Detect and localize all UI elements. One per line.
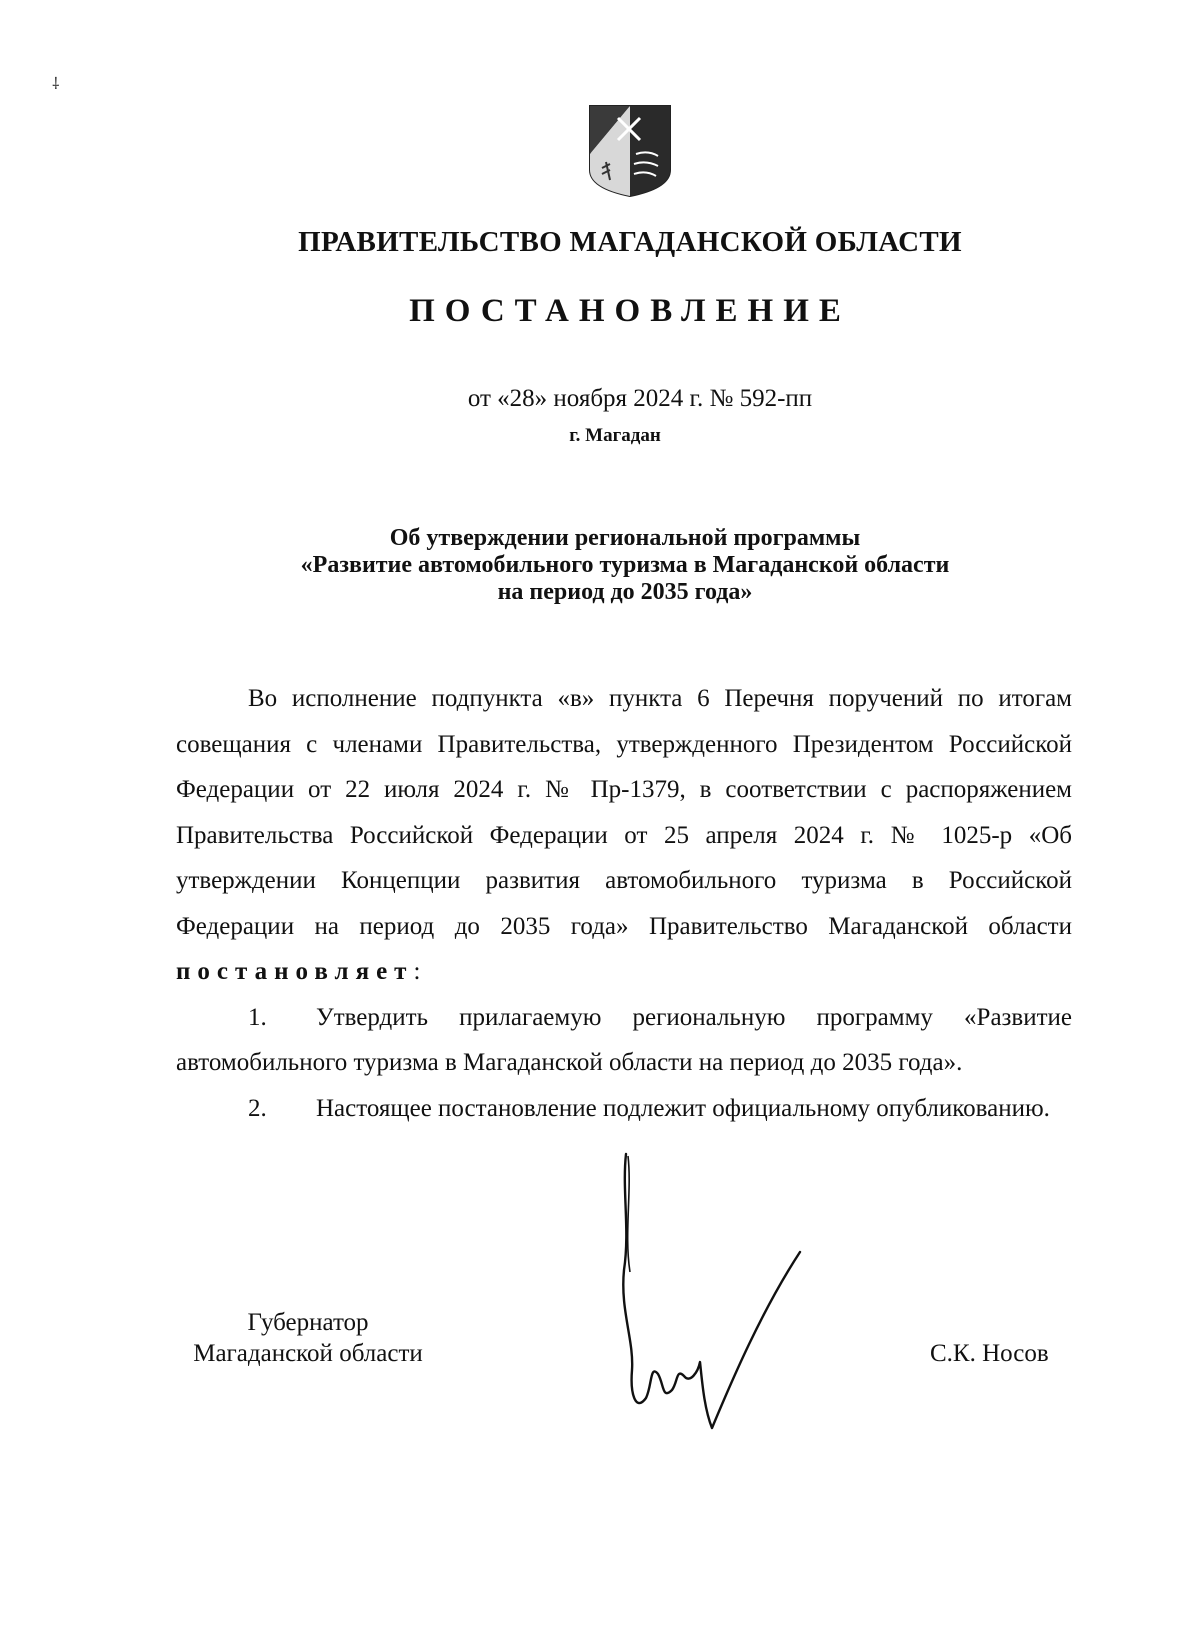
preamble-text: Во исполнение подпункта «в» пункта 6 Перечня поручений по итогам совещания с членами Правительства, утвержденного Президентом Российской Федерации от 22 июля 2024 г. № Пр-1379, в соответствии с распоряжением Правительства Российской Федерации от 25 апреля 2024 г. № 1025-р «Об утверждении Концепции развития автомобильного туризма в Российской Федерации на период до 2035 года» Правительство Магаданской области bbox=[176, 685, 1072, 940]
scan-speck: ⸸ bbox=[52, 76, 60, 93]
resolution-item bbox=[176, 995, 1072, 1086]
government-name: ПРАВИТЕЛЬСТВО МАГАДАНСКОЙ ОБЛАСТИ bbox=[298, 226, 962, 258]
resolves-word: постановляет bbox=[176, 958, 414, 985]
subject-line: «Развитие автомобильного туризма в Магаданской области bbox=[300, 552, 950, 578]
item-text: Утвердить прилагаемую региональную программу «Развитие автомобильного туризма в Магаданской области на период до 2035 года». bbox=[176, 1003, 1072, 1076]
item-number: 1. bbox=[248, 1003, 267, 1031]
resolves-colon: : bbox=[413, 958, 421, 985]
subject-line: Об утверждении региональной программы bbox=[389, 525, 861, 551]
signatory-title-line: Губернатор bbox=[247, 1309, 369, 1336]
resolution-item bbox=[176, 1086, 1072, 1132]
item-text: Настоящее постановление подлежит официальному опубликованию. bbox=[316, 1094, 1050, 1122]
document-subject bbox=[0, 525, 1200, 606]
signatory-title-line: Магаданской области bbox=[193, 1340, 423, 1367]
subject-line: на период до 2035 года» bbox=[497, 579, 753, 605]
document-type: ПОСТАНОВЛЕНИЕ bbox=[409, 293, 851, 329]
signatory-title bbox=[176, 1307, 440, 1369]
preamble-paragraph bbox=[176, 676, 1072, 995]
coat-of-arms-icon bbox=[588, 104, 672, 198]
document-date-number: от «28» ноября 2024 г. № 592-пп bbox=[467, 385, 813, 412]
document-city: г. Магадан bbox=[569, 425, 661, 446]
signatory-name: С.К. Носов bbox=[930, 1340, 1049, 1367]
document-body bbox=[176, 676, 1072, 1131]
item-number: 2. bbox=[248, 1094, 267, 1122]
handwritten-signature bbox=[612, 1150, 832, 1440]
